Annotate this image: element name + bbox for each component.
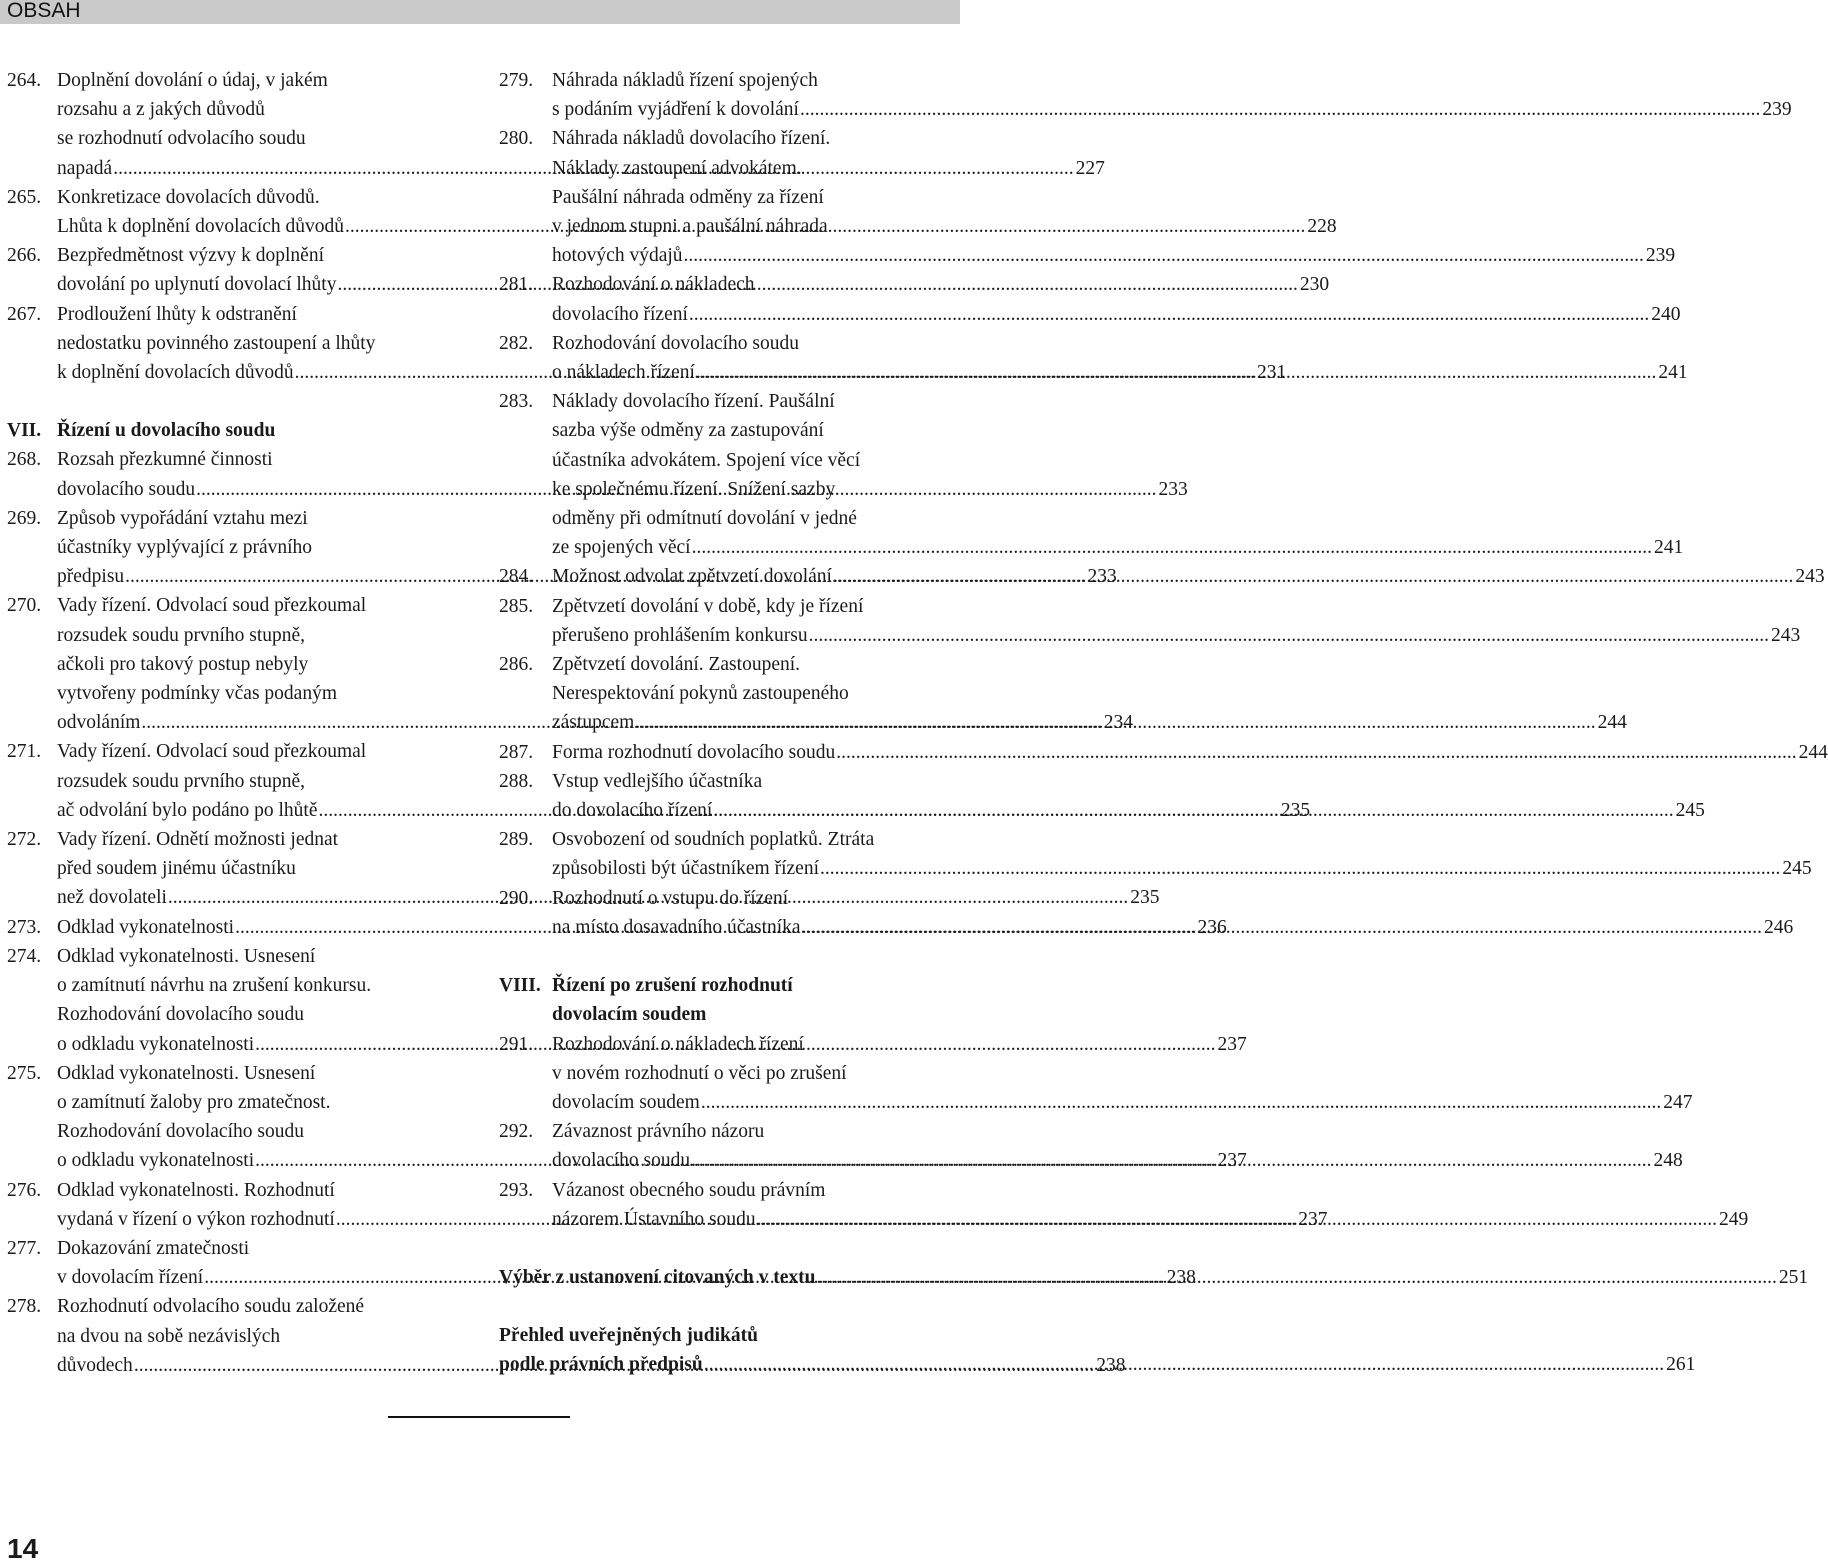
toc-entry-line: Bezpředmětnost výzvy k doplnění [57, 245, 324, 267]
toc-entry-line: Náhrada nákladů dovolacího řízení. [552, 128, 831, 150]
footer-rule [388, 1416, 570, 1418]
toc-entry-body [552, 387, 1683, 562]
toc-entry-text: odvoláním [57, 712, 141, 734]
toc-entry-last-line [552, 1088, 1692, 1117]
toc-page-number: 230 [1299, 274, 1330, 296]
toc-entry-number: 272. [7, 829, 42, 851]
toc-entry-number: 279. [499, 70, 534, 91]
section-title-line: Řízení po zrušení rozhodnutí [552, 975, 793, 997]
spacer [499, 1292, 955, 1321]
toc-entry-text: zástupcem [552, 712, 635, 734]
section-title-line: dovolacím soudem [552, 1004, 707, 1026]
toc-entry-line: ačkoli pro takový postup nebyly [57, 653, 309, 675]
toc-entry-line: rozsudek soudu prvního stupně, [57, 770, 306, 792]
toc-entry-line: Způsob vypořádání vztahu mezi [57, 507, 308, 529]
toc-page-number: 261 [1666, 1354, 1696, 1376]
toc-entry-line: Zpětvzetí dovolání. Zastoupení. [552, 654, 801, 676]
toc-entry-line: Zpětvzetí dovolání v době, kdy je řízení [552, 595, 864, 617]
toc-page-number: 236 [1197, 916, 1227, 938]
toc-entry-line: Osvobození od soudních poplatků. Ztráta [552, 829, 875, 851]
toc-entry-text: o odkladu vykonatelnosti [57, 1033, 255, 1055]
toc-entry-text: na místo dosavadního účastníka [552, 916, 801, 938]
toc-entry-number: 271. [7, 741, 42, 763]
toc-entry-body [552, 1030, 1692, 1118]
toc-entry-text: hotových výdajů [552, 245, 683, 267]
toc-entry-line: rozsudek soudu prvního stupně, [57, 624, 306, 646]
toc-entry-text: Možnost odvolat zpětvzetí dovolání [552, 566, 832, 588]
toc-entry-text: názorem Ústavního soudu [552, 1208, 756, 1230]
toc-entry [499, 738, 1828, 767]
toc-page-number: 235 [1280, 799, 1311, 821]
toc-page-number: 237 [1298, 1208, 1328, 1230]
toc-entry-line: Rozhodnutí o vstupu do řízení [552, 887, 789, 909]
toc-entry-number: 282. [499, 332, 534, 354]
toc-entry-number: 280. [499, 128, 534, 150]
toc-entry-text: dovolacího řízení [552, 303, 688, 325]
toc-entry-text: k doplnění dovolacích důvodů [57, 362, 294, 384]
leader-dots [692, 533, 1652, 562]
toc-entry-line: sazba výše odměny za zastupování [552, 420, 824, 442]
toc-entry-last-line [552, 708, 1627, 737]
toc-entry-line: Rozhodování dovolacího soudu [57, 1004, 304, 1026]
toc-entry-line: Nerespektování pokynů zastoupeného [552, 683, 849, 705]
toc-entry-text: o odkladu vykonatelnosti [57, 1150, 255, 1172]
toc-entry-last-line [552, 796, 1705, 825]
toc-entry [499, 66, 1792, 124]
toc-entry-line: o zamítnutí žaloby pro zmatečnost. [57, 1091, 331, 1113]
toc-entry-number: 285. [499, 595, 534, 617]
leader-dots [820, 854, 1780, 883]
toc-entry-body [552, 884, 1793, 942]
leader-dots [802, 913, 1762, 942]
toc-entry-text: Výběr z ustanovení citovaných v textu [499, 1266, 816, 1288]
toc-page-number: 238 [1166, 1267, 1196, 1289]
toc-page-number: 237 [1217, 1150, 1247, 1172]
toc-entry-text: do dovolacího řízení [552, 800, 713, 822]
toc-entry-number: 278. [7, 1296, 42, 1318]
toc-entry-text: dovolacího soudu [552, 1150, 691, 1172]
toc-entry-number: 287. [499, 741, 534, 763]
toc-entry-line: Vady řízení. Odvolací soud přezkoumal [57, 741, 367, 763]
toc-entry-line: Vstup vedlejšího účastníka [552, 770, 763, 792]
toc-page-number: 233 [1158, 478, 1188, 500]
toc-entry-last-line [552, 533, 1683, 562]
toc-entry-body [552, 124, 1675, 270]
toc-entry-text: ze spojených věcí [552, 537, 691, 559]
toc-entry-number: 270. [7, 595, 42, 617]
leader-dots [833, 562, 1793, 591]
toc-entry-number: 269. [7, 507, 42, 529]
toc-entry-number: 292. [499, 1121, 534, 1143]
toc-entry-text: dovolacím soudem [552, 1091, 700, 1113]
leader-dots [691, 1146, 1651, 1175]
leader-dots [817, 1263, 1777, 1292]
toc-entry-line: Závaznost právního názoru [552, 1121, 765, 1143]
toc-entry-line: Rozhodování o nákladech řízení [552, 1033, 804, 1055]
toc-entry-line: Rozhodování o nákladech [552, 274, 755, 296]
toc-entry-line: nedostatku povinného zastoupení a lhůty [57, 332, 376, 354]
toc-entry-text: napadá [57, 157, 113, 179]
toc-page-number: 243 [1795, 566, 1825, 588]
section-number: VIII. [499, 975, 541, 997]
toc-page-number: 237 [1217, 1033, 1247, 1055]
toc-entry-line: Rozhodování dovolacího soudu [57, 1121, 304, 1143]
toc-entry-text: vydaná v řízení o výkon rozhodnutí [57, 1208, 335, 1230]
toc-entry-body [552, 767, 1705, 825]
section-number: VII. [7, 420, 42, 442]
toc-entry-number: 265. [7, 186, 42, 208]
toc-page-number: 249 [1719, 1208, 1749, 1230]
toc-entry-line: Odklad vykonatelnosti. Rozhodnutí [57, 1179, 335, 1201]
toc-entry-line: Odklad vykonatelnosti. Usnesení [57, 945, 316, 967]
toc-entry-line: v jednom stupni a paušální náhrada [552, 216, 828, 238]
toc-entry-line: před soudem jinému účastníku [57, 858, 296, 880]
toc-page-number: 246 [1763, 916, 1794, 938]
toc-entry-last-line [552, 1146, 1683, 1175]
toc-entry-line: o zamítnutí návrhu na zrušení konkursu. [57, 975, 372, 997]
toc-entry-body [552, 650, 1627, 738]
toc-entry-number: 267. [7, 303, 42, 325]
toc-page-number: 240 [1651, 303, 1681, 325]
toc-entry-body [552, 825, 1812, 883]
toc-entry-number: 288. [499, 770, 534, 792]
leader-dots [757, 1205, 1717, 1234]
toc-entry-line: účastníka advokátem. Spojení více věcí [552, 449, 861, 471]
toc-entry-line: na dvou na sobě nezávislých [57, 1325, 281, 1347]
toc-entry-body [552, 329, 1688, 387]
toc-entry-text: Odklad vykonatelnosti [57, 916, 235, 938]
toc-entry-last-line [552, 621, 1800, 650]
toc-entry-body [552, 1176, 1748, 1234]
toc-entry-line: Rozsah přezkumné činnosti [57, 449, 273, 471]
toc-entry-line: Doplnění dovolání o údaj, v jakém [57, 70, 328, 91]
toc-entry-line: Konkretizace dovolacích důvodů. [57, 186, 320, 208]
toc-entry-body [552, 738, 1828, 767]
toc-page-number: 238 [1096, 1354, 1126, 1376]
toc-entry-text: přerušeno prohlášením konkursu [552, 624, 808, 646]
toc-entry-text: dovolacího soudu [57, 478, 196, 500]
toc-entry-line: Vady řízení. Odvolací soud přezkoumal [57, 595, 367, 617]
toc-entry-last-line [552, 854, 1812, 883]
toc-entry-text: o nákladech řízení [552, 362, 695, 384]
toc-entry-line: se rozhodnutí odvolacího soudu [57, 128, 306, 150]
toc-entry-line: Vady řízení. Odnětí možnosti jednat [57, 829, 339, 851]
toc-page-number: 245 [1675, 800, 1705, 822]
toc-page-number: 241 [1653, 537, 1684, 559]
toc-entry-body [552, 1117, 1683, 1175]
toc-entry-text: způsobilosti být účastníkem řízení [552, 858, 819, 880]
leader-dots [689, 300, 1649, 329]
leader-dots [701, 1088, 1661, 1117]
toc-entry-line: Rozhodování dovolacího soudu [552, 332, 799, 354]
toc-entry-line: rozsahu a z jakých důvodů [57, 99, 265, 121]
toc-page-number: 233 [1087, 566, 1117, 588]
page-number: 14 [7, 1533, 39, 1564]
toc-entry-line: odměny při odmítnutí dovolání v jedné [552, 508, 857, 530]
toc-page-number: 243 [1771, 624, 1801, 646]
toc-entry-last-line [552, 300, 1681, 329]
toc-entry-line: Náklady dovolacího řízení. Paušální [552, 391, 835, 413]
toc-entry-number: 291. [499, 1033, 534, 1055]
toc-entry-text: Lhůta k doplnění dovolacích důvodů [57, 216, 345, 238]
toc-entry-last-line [552, 358, 1688, 387]
toc-entry-number: 289. [499, 829, 534, 851]
toc-entry-text: předpisu [57, 566, 125, 588]
toc-page-number: 231 [1257, 362, 1287, 384]
toc-entry-line: vytvořeny podmínky včas podaným [57, 683, 337, 705]
toc-entry-line: v novém rozhodnutí o věci po zrušení [552, 1062, 847, 1084]
toc-page-number: 228 [1307, 216, 1337, 238]
toc-entry-last-line [552, 913, 1793, 942]
leader-dots [704, 1350, 1664, 1379]
leader-dots [684, 241, 1644, 270]
toc-entry-number: 293. [499, 1179, 534, 1201]
leader-dots [809, 621, 1769, 650]
toc-entry-last-line [552, 738, 1828, 767]
toc-entry-line: Náhrada nákladů řízení spojených [552, 70, 818, 91]
toc-entry-number: 290. [499, 887, 534, 909]
toc-entry-last-line [552, 241, 1675, 270]
toc-entry-line: Prodloužení lhůty k odstranění [57, 303, 297, 325]
leader-dots [713, 796, 1673, 825]
toc-entry-number: 268. [7, 449, 42, 471]
toc-entry [499, 825, 1812, 883]
toc-entry-number: 266. [7, 245, 42, 267]
section-heading [7, 416, 459, 445]
header-title: OBSAH [7, 0, 81, 22]
toc-entry-last-line [552, 95, 1792, 124]
leader-dots [836, 738, 1796, 767]
toc-page-number: 245 [1782, 858, 1812, 880]
toc-entry-line: Vázanost obecného soudu právním [552, 1179, 826, 1201]
toc-entry-text: v dovolacím řízení [57, 1267, 204, 1289]
appendix-line: Přehled uveřejněných judikátů [499, 1325, 758, 1347]
toc-page-number: 248 [1653, 1150, 1683, 1172]
toc-page-number: 244 [1597, 712, 1627, 734]
toc-entry-number: 281. [499, 274, 534, 296]
toc-entry-number: 264. [7, 70, 42, 91]
toc-entry-number: 276. [7, 1179, 42, 1201]
leader-dots [635, 708, 1595, 737]
toc-entry-line: Odklad vykonatelnosti. Usnesení [57, 1062, 316, 1084]
toc-page-number: 234 [1103, 712, 1134, 734]
toc-entry-line: účastníky vyplývající z právního [57, 537, 313, 559]
page-header [0, 0, 960, 24]
toc-page-number: 235 [1130, 887, 1160, 909]
toc-entry-text: podle právních předpisů [499, 1354, 703, 1376]
toc-entry-line: Náklady zastoupení advokátem. [552, 157, 802, 179]
toc-entry-last-line [552, 562, 1825, 591]
section-title [552, 971, 955, 1029]
toc-entry-body [552, 562, 1825, 591]
toc-entry-number: 273. [7, 916, 42, 938]
toc-entry-body [552, 592, 1800, 650]
toc-entry-text: než dovolateli [57, 887, 167, 909]
spacer [499, 1234, 955, 1263]
toc-entry-text: s podáním vyjádření k dovolání [552, 99, 799, 121]
toc-page-number: 247 [1663, 1091, 1693, 1113]
toc-page-number: 241 [1658, 362, 1688, 384]
leader-dots [696, 358, 1656, 387]
toc-entry-number: 283. [499, 391, 534, 413]
toc-entry-number: 277. [7, 1237, 42, 1259]
toc-entry-text: Forma rozhodnutí dovolacího soudu [552, 741, 836, 763]
toc-entry-number: 275. [7, 1062, 42, 1084]
toc-entry-line: Rozhodnutí odvolacího soudu založené [57, 1296, 365, 1318]
toc-entry-number: 286. [499, 654, 534, 676]
toc-entry [499, 592, 1801, 650]
toc-entry-line: ke společnému řízení. Snížení sazby [552, 478, 836, 500]
section-title: Řízení u dovolacího soudu [57, 420, 276, 442]
toc-entry-last-line [552, 1205, 1748, 1234]
toc-page-number: 239 [1645, 245, 1676, 267]
leader-dots [800, 95, 1760, 124]
toc-entry-number: 284. [499, 566, 534, 588]
toc-entry-text: dovolání po uplynutí dovolací lhůty [57, 274, 337, 296]
toc-entry-line: Paušální náhrada odměny za řízení [552, 186, 824, 208]
toc-entry-body [552, 66, 1792, 124]
section-heading [499, 971, 955, 1029]
toc-entry-text: ač odvolání bylo podáno po lhůtě [57, 799, 318, 821]
toc-page-number: 251 [1778, 1266, 1809, 1288]
toc-entry-number: 274. [7, 945, 42, 967]
toc-page-number: 227 [1075, 157, 1105, 179]
toc-page-number: 244 [1798, 741, 1828, 763]
toc-entry-body [552, 270, 1681, 328]
toc-page-number: 239 [1762, 99, 1792, 121]
toc-entry-line: Dokazování zmatečnosti [57, 1237, 250, 1259]
toc-entry-text: důvodech [57, 1354, 133, 1376]
